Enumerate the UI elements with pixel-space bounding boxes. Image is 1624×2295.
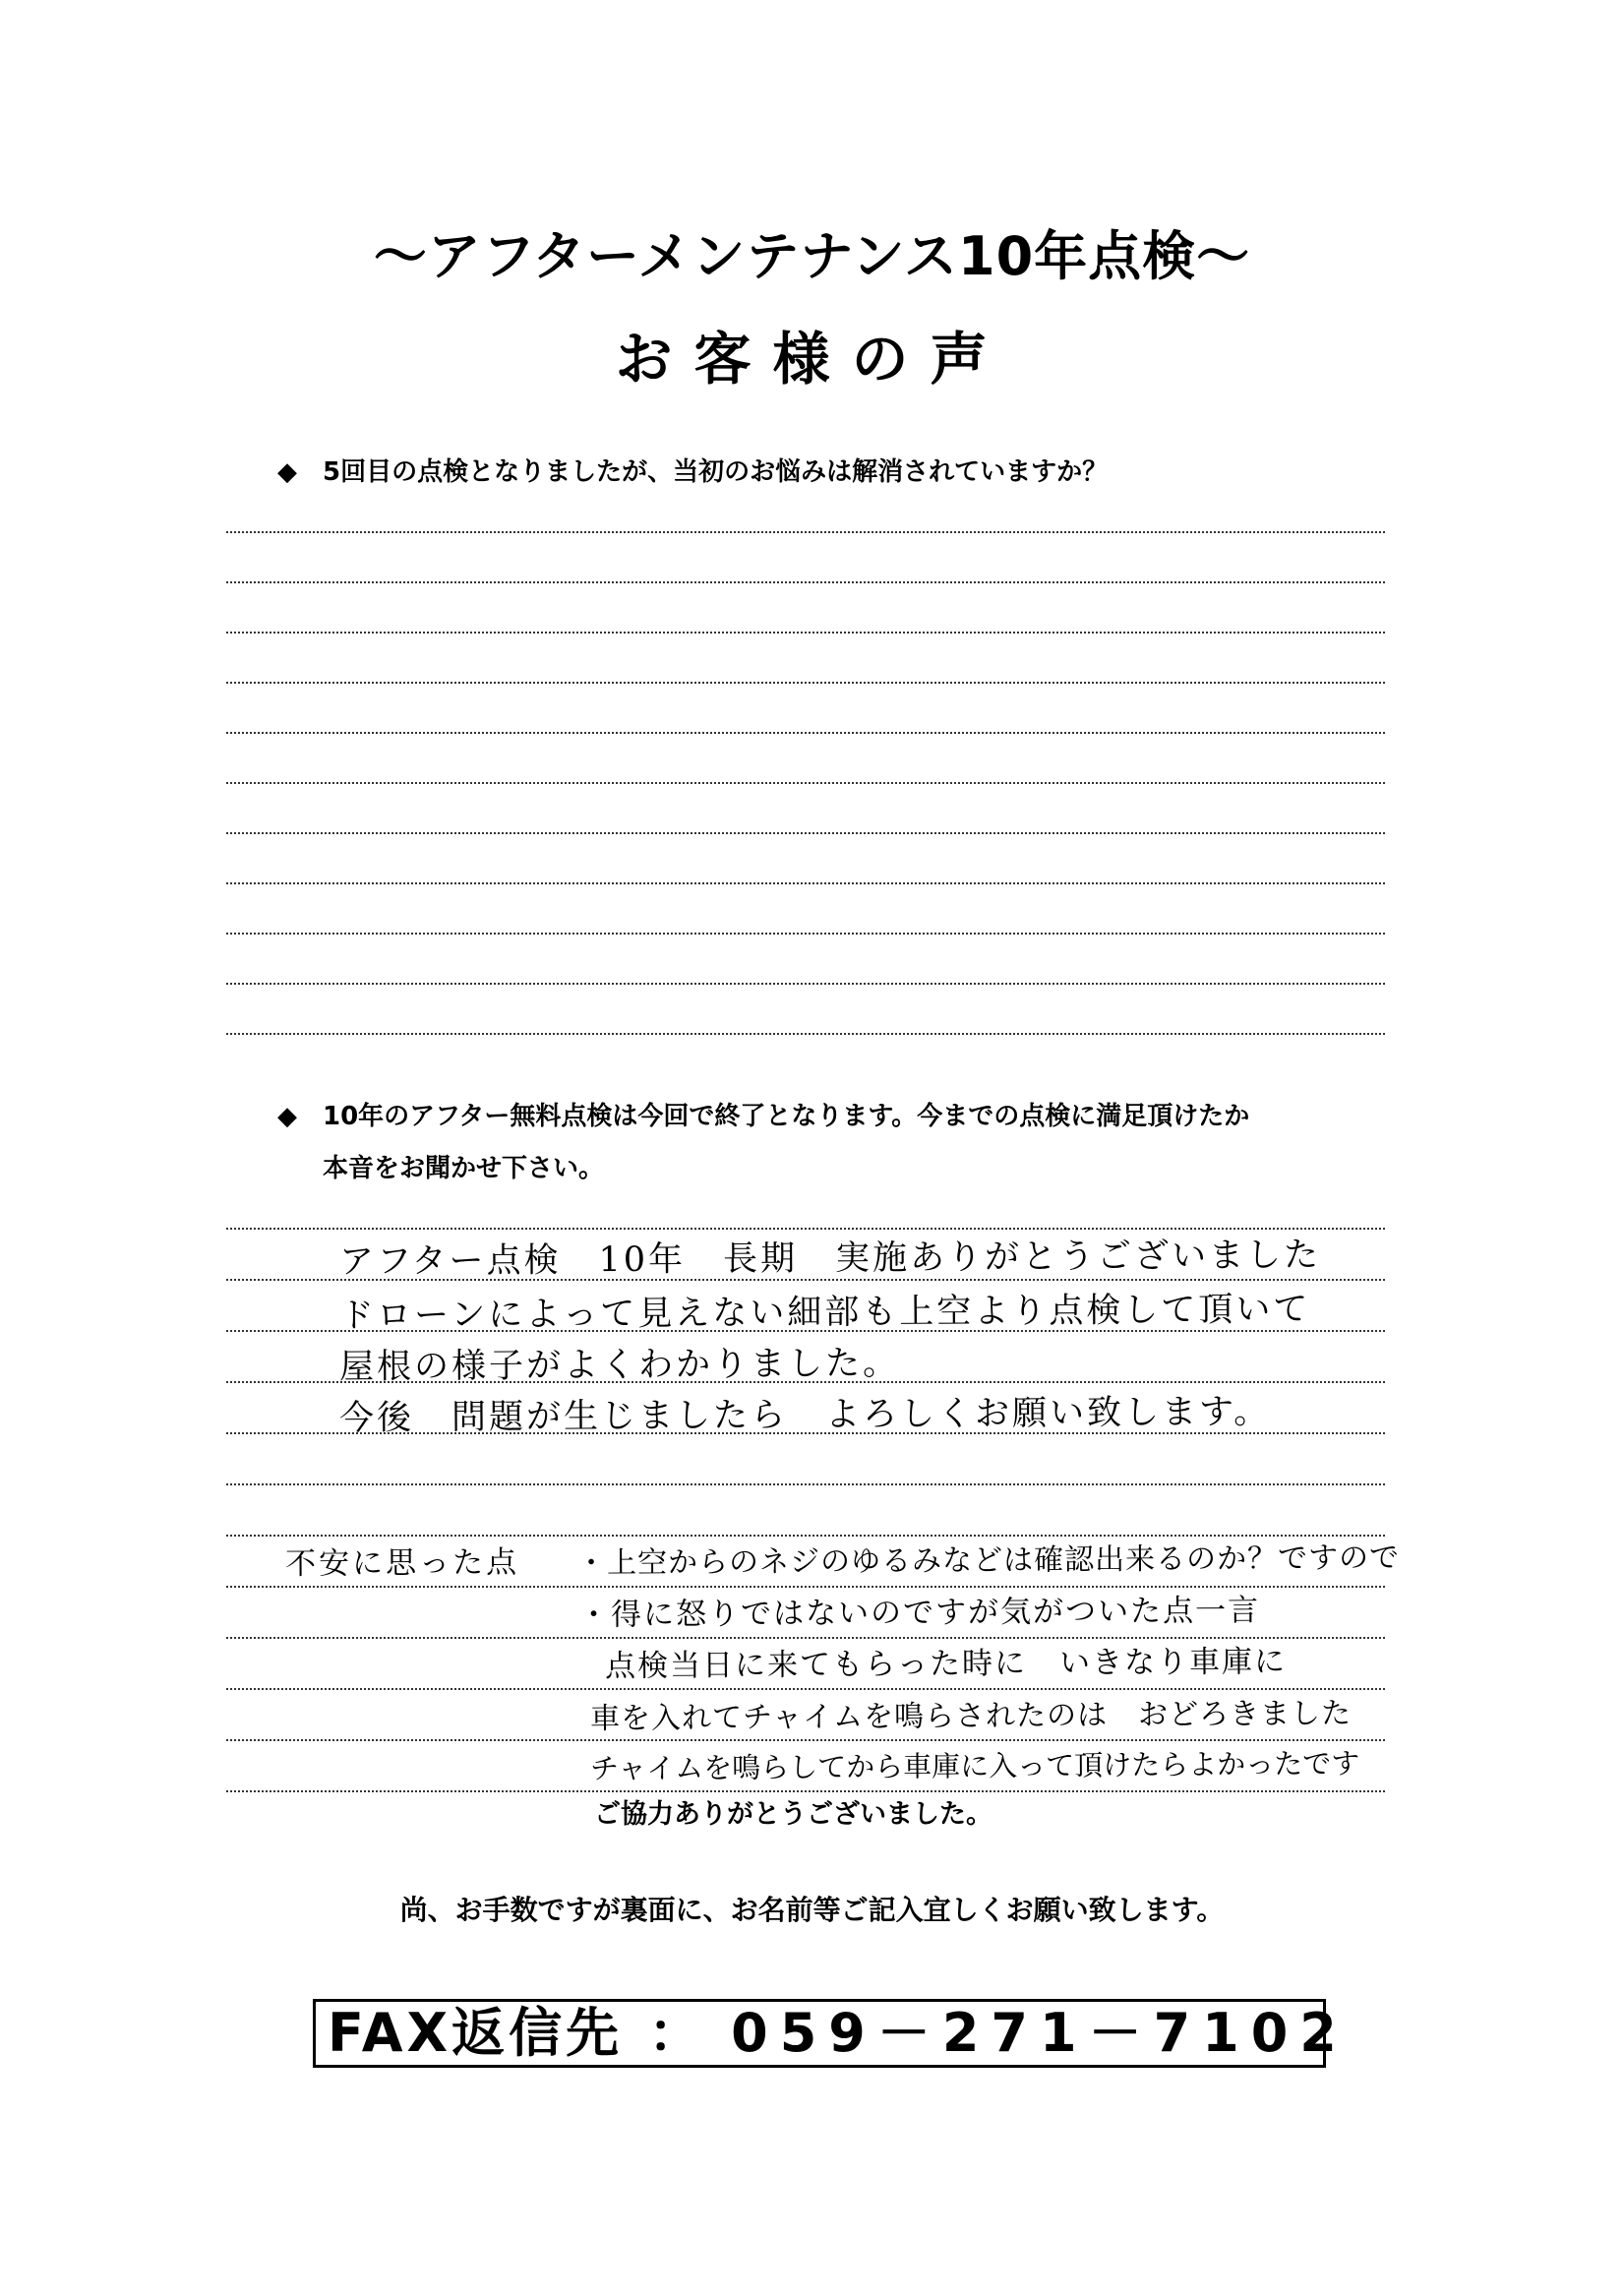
question-1 <box>277 453 1108 492</box>
answer-line <box>226 1483 1385 1485</box>
handwritten-concern-line: 車を入れてチャイムを鳴らされたのは おどろきました <box>589 1696 1353 1736</box>
answer-line <box>226 732 1385 734</box>
footer-note: 尚、お手数ですが裏面に、お名前等ご記入宜しくお願い致します。 <box>399 1894 1225 1926</box>
fax-box <box>313 1999 1349 2068</box>
answer-line <box>226 581 1385 583</box>
answer-line <box>226 682 1385 684</box>
question-2-text-line1: 10年のアフター無料点検は今回で終了となります。今までの点検に満足頂けたか <box>323 1102 1250 1131</box>
answer-line <box>226 1033 1385 1035</box>
answer-line <box>226 882 1385 884</box>
question-1-text: 5回目の点検となりましたが、当初のお悩みは解消されていますか？ <box>323 457 1109 487</box>
fax-number: 059－271－7102 <box>731 2002 1349 2064</box>
question-2-text-line2: 本音をお聞かせ下さい。 <box>323 1154 605 1183</box>
answer-line <box>226 782 1385 784</box>
thanks-message: ご協力ありがとうございました。 <box>594 1799 992 1830</box>
handwritten-answer-line: 今後 問題が生じましたら よろしくお願い致します。 <box>338 1392 1272 1438</box>
handwritten-concern-line: ・上空からのネジのゆるみなどは確認出来るのか？ですので <box>575 1540 1401 1581</box>
diamond-bullet-icon: ◆ <box>277 457 297 487</box>
handwritten-concern-label: 不安に思った点 <box>284 1544 520 1582</box>
diamond-bullet-icon: ◆ <box>277 1102 297 1131</box>
handwritten-concern-line: ・得に怒りではないのですが気がついた点一言 <box>577 1593 1261 1633</box>
answer-line <box>226 983 1385 985</box>
page-subtitle: お客様の声 <box>615 326 1009 393</box>
answer-line <box>226 933 1385 935</box>
answer-line <box>226 632 1385 634</box>
handwritten-answer-line: アフター点検 10年 長期 実施ありがとうございました <box>338 1236 1322 1282</box>
fax-label: FAX返信先 <box>328 2002 624 2064</box>
handwritten-answer-line: ドローンによって見えない細部も上空より点検して頂いて <box>338 1290 1311 1336</box>
page-title: ～アフターメンテナンス10年点検～ <box>373 225 1251 287</box>
handwritten-answer-line: 屋根の様子がよくわかりました。 <box>338 1344 901 1387</box>
fax-separator: ： <box>648 2002 706 2064</box>
handwritten-concern-line: チャイムを鳴らしてから車庫に入って頂けたらよかったです <box>589 1746 1360 1785</box>
question-2 <box>277 1097 1249 1136</box>
answer-line <box>226 531 1385 533</box>
handwritten-concern-line: 点検当日に来てもらった時に いきなり車庫に <box>604 1644 1288 1684</box>
answer-line <box>226 832 1385 834</box>
answer-line <box>226 1739 1385 1741</box>
